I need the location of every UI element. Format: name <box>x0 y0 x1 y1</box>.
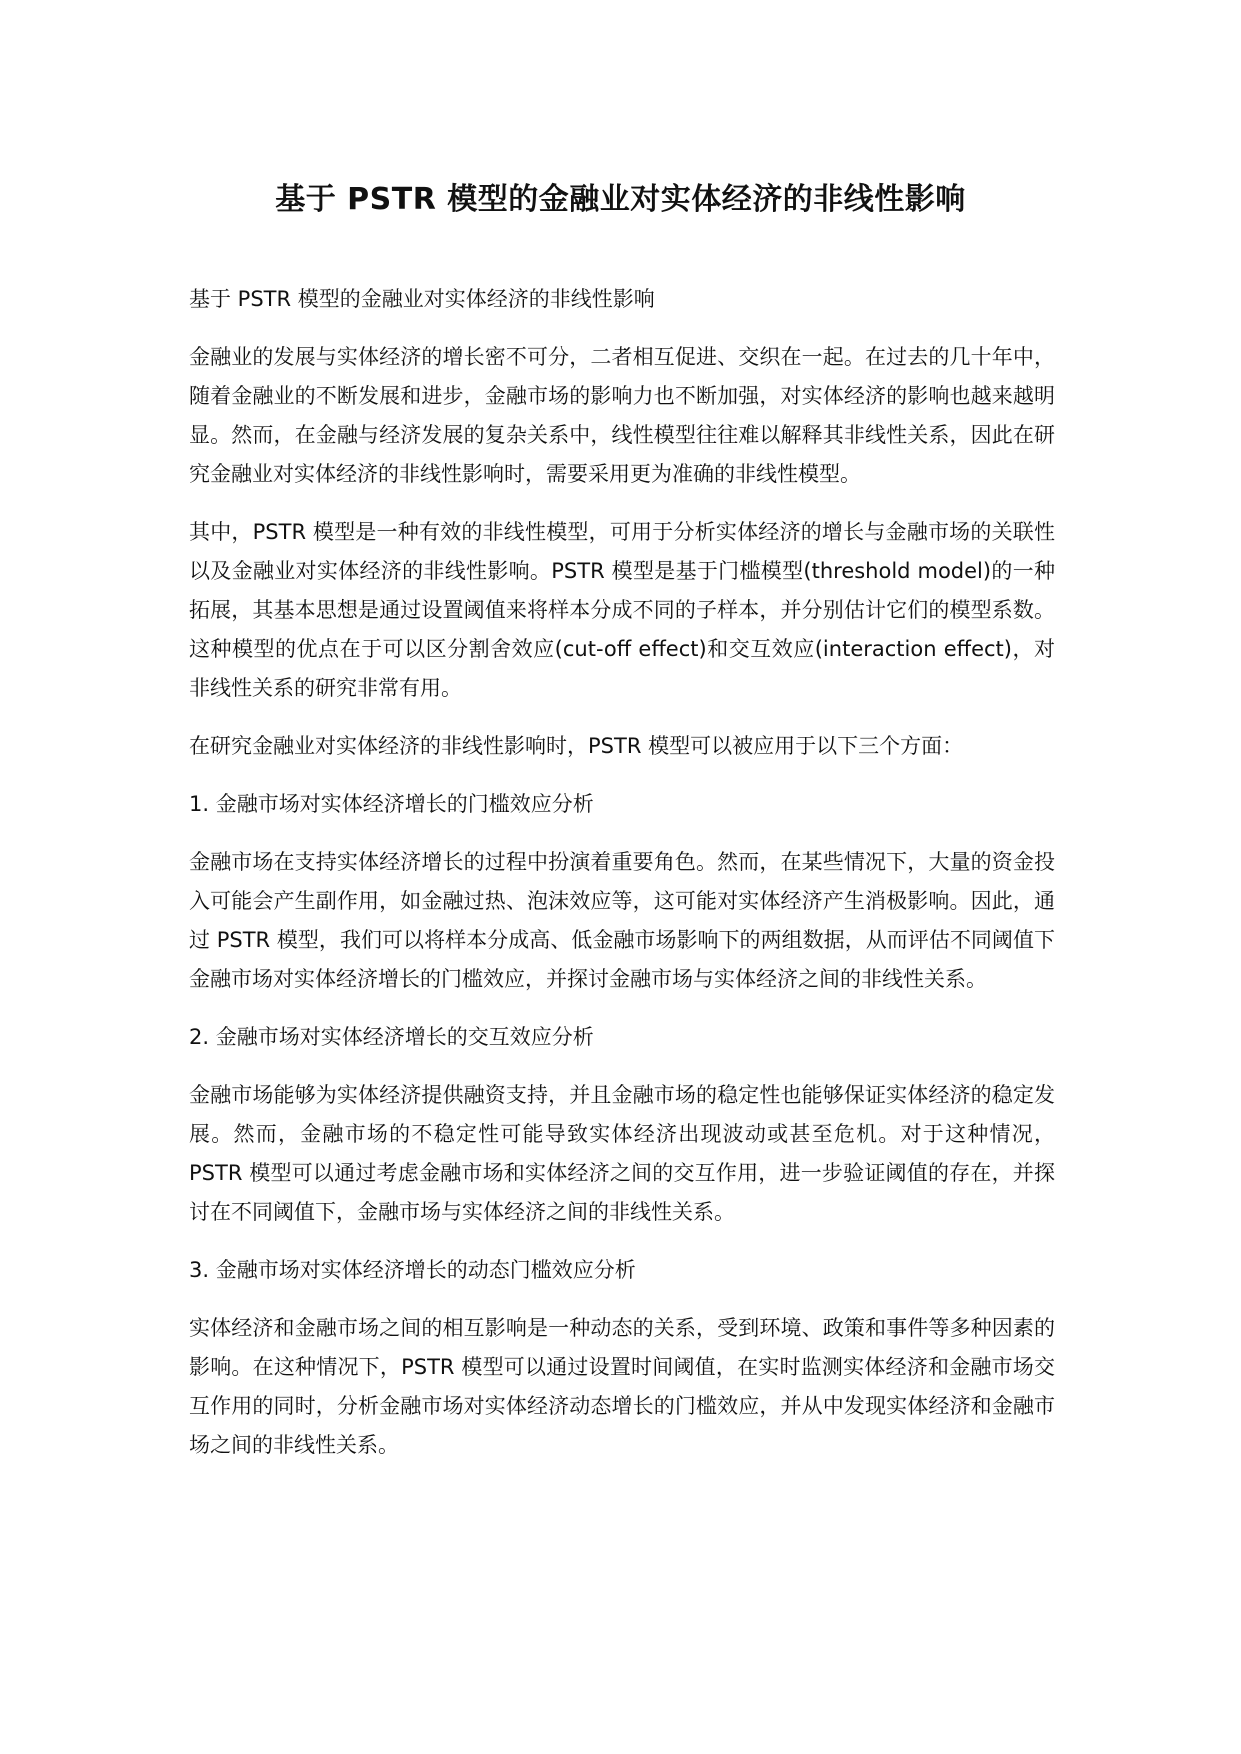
section-heading-threshold: 1. 金融市场对实体经济增长的门槛效应分析 <box>189 792 594 816</box>
section-heading-dynamic: 3. 金融市场对实体经济增长的动态门槛效应分析 <box>189 1258 636 1282</box>
paragraph-application: 在研究金融业对实体经济的非线性影响时，PSTR 模型可以被应用于以下三个方面： <box>189 734 964 758</box>
paragraph-threshold-effect: 金融市场在支持实体经济增长的过程中扮演着重要角色。然而，在某些情况下，大量的资金投入可能会产生副作用，如金融过热、泡沫效应等，这可能对实体经济产生消极影响。因此，通过 PSTR 模型，我们可以将样本分成高、低金融市场影响下的两组数据，从而评估不同阈值下金融市场对实体经济增长的门槛效应，并探讨金融市场与实体经济之间的非线性关系。 <box>189 850 1055 991</box>
paragraph-interaction-effect: 金融市场能够为实体经济提供融资支持，并且金融市场的稳定性也能够保证实体经济的稳定发展。然而，金融市场的不稳定性可能导致实体经济出现波动或甚至危机。对于这种情况，PSTR 模型可以通过考虑金融市场和实体经济之间的交互作用，进一步验证阈值的存在，并探讨在不同阈值下，金融市场与实体经济之间的非线性关系。 <box>189 1083 1055 1224</box>
document-body <box>189 280 1055 1484</box>
paragraph-dynamic-effect: 实体经济和金融市场之间的相互影响是一种动态的关系，受到环境、政策和事件等多种因素的影响。在这种情况下，PSTR 模型可以通过设置时间阈值，在实时监测实体经济和金融市场交互作用的同时，分析金融市场对实体经济动态增长的门槛效应，并从中发现实体经济和金融市场之间的非线性关系。 <box>189 1316 1055 1457</box>
paragraph-pstr-model: 其中，PSTR 模型是一种有效的非线性模型，可用于分析实体经济的增长与金融市场的关联性以及金融业对实体经济的非线性影响。PSTR 模型是基于门槛模型(threshold model)的一种拓展，其基本思想是通过设置阈值来将样本分成不同的子样本，并分别估计它们的模型系数。这种模型的优点在于可以区分割舍效应(cut-off effect)和交互效应(interaction effect)，对非线性关系的研究非常有用。 <box>189 520 1055 700</box>
document-title: 基于 PSTR 模型的金融业对实体经济的非线性影响 <box>275 182 966 217</box>
paragraph-intro: 金融业的发展与实体经济的增长密不可分，二者相互促进、交织在一起。在过去的几十年中，随着金融业的不断发展和进步，金融市场的影响力也不断加强，对实体经济的影响也越来越明显。然而，在金融与经济发展的复杂关系中，线性模型往往难以解释其非线性关系，因此在研究金融业对实体经济的非线性影响时，需要采用更为准确的非线性模型。 <box>189 345 1055 486</box>
section-heading-interaction: 2. 金融市场对实体经济增长的交互效应分析 <box>189 1025 594 1049</box>
document-subtitle: 基于 PSTR 模型的金融业对实体经济的非线性影响 <box>189 287 655 311</box>
